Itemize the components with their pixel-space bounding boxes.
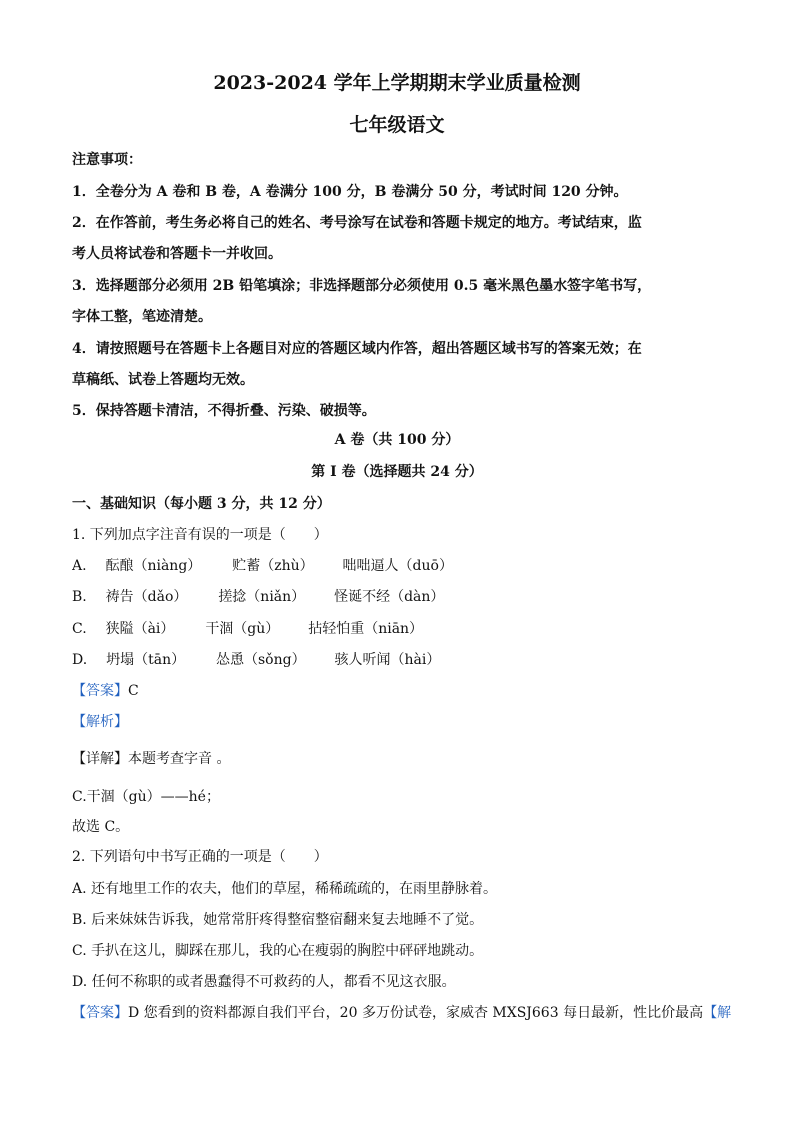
notice-line: 4．请按照题号在答题卡上各题目对应的答题区域内作答，超出答题区域书写的答案无效；在: [72, 341, 642, 357]
option-term: 干涸（gù）: [205, 621, 280, 637]
option-term: 贮蓄（zhù）: [232, 558, 314, 574]
section-a-heading: A 卷（共 100 分）: [334, 432, 460, 448]
option-label: B.: [72, 589, 87, 605]
option-term: 狭隘（ài）: [105, 621, 175, 637]
notice-line: 考人员将试卷和答题卡一并收回。: [72, 246, 282, 262]
exam-subtitle: 七年级语文: [349, 114, 445, 136]
q1-explain: C.干涸（gù）——hé；: [72, 789, 220, 805]
section-1-heading: 一、基础知识（每小题 3 分，共 12 分）: [72, 496, 331, 512]
option-term: 怂恿（sǒng）: [216, 652, 306, 668]
q1-conclusion: 故选 C。: [72, 819, 130, 835]
exam-title: 2023-2024 学年上学期期末学业质量检测: [213, 72, 581, 94]
option-label: C.: [72, 621, 87, 637]
answer-value: D 您看到的资料都源自我们平台，20 多万份试卷，家威杏 MXSJ663 每日最新，性比价最高: [128, 1005, 704, 1021]
detail-tag: 【详解】: [72, 751, 128, 767]
q2-option-c: C. 手扒在这儿，脚踩在那儿，我的心在瘦弱的胸腔中砰砰地跳动。: [72, 943, 484, 959]
answer-tag: 【答案】: [72, 683, 128, 699]
option-term: 拈轻怕重（niān）: [308, 621, 424, 637]
part-1-heading: 第 I 卷（选择题共 24 分）: [311, 464, 483, 480]
q1-answer: [72, 681, 732, 701]
analysis-tag-partial: 【解: [703, 1005, 732, 1021]
q1-detail: [72, 749, 732, 769]
q1-option-a: [72, 556, 732, 576]
option-term: 祷告（dǎo）: [105, 589, 188, 605]
answer-value: C: [128, 683, 139, 699]
notice-line: 字体工整，笔迹清楚。: [72, 309, 212, 325]
option-term: 酝酿（niàng）: [105, 558, 202, 574]
option-term: 坍塌（tān）: [106, 652, 186, 668]
q2-option-a: A. 还有地里工作的农夫，他们的草屋，稀稀疏疏的，在雨里静脉着。: [72, 881, 498, 897]
option-label: D.: [72, 652, 88, 668]
notice-line: 3．选择题部分必须用 2B 铅笔填涂；非选择题部分必须使用 0.5 毫米黑色墨水签字笔书写，: [72, 278, 652, 294]
option-term: 搓捻（niǎn）: [218, 589, 306, 605]
option-label: A.: [72, 558, 87, 574]
q2-stem: 2. 下列语句中书写正确的一项是（ ）: [72, 849, 328, 865]
q2-option-d: D. 任何不称职的或者愚蠢得不可救药的人，都看不见这衣服。: [72, 974, 456, 990]
option-term: 咄咄逼人（duō）: [342, 558, 453, 574]
q1-analysis-tag: 【解析】: [72, 714, 128, 730]
notice-line: 2．在作答前，考生务必将自己的姓名、考号涂写在试卷和答题卡规定的地方。考试结束，监: [72, 215, 642, 231]
q1-option-b: [72, 587, 732, 607]
q1-option-d: [72, 650, 732, 670]
notice-line: 草稿纸、试卷上答题均无效。: [72, 372, 254, 388]
option-term: 怪诞不经（dàn）: [334, 589, 445, 605]
notice-line: 1．全卷分为 A 卷和 B 卷，A 卷满分 100 分，B 卷满分 50 分，考试时间 120 分钟。: [72, 184, 628, 200]
option-term: 骇人听闻（hài）: [334, 652, 441, 668]
q1-stem: 1. 下列加点字注音有误的一项是（ ）: [72, 527, 328, 543]
q2-answer: [72, 1003, 732, 1023]
answer-tag: 【答案】: [72, 1005, 128, 1021]
q1-option-c: [72, 619, 732, 639]
notice-line: 5．保持答题卡清洁，不得折叠、污染、破损等。: [72, 403, 376, 419]
q2-option-b: B. 后来妹妹告诉我，她常常肝疼得整宿整宿翻来复去地睡不了觉。: [72, 912, 484, 928]
detail-text: 本题考查字音 。: [128, 751, 231, 767]
notice-heading: 注意事项：: [72, 152, 142, 168]
